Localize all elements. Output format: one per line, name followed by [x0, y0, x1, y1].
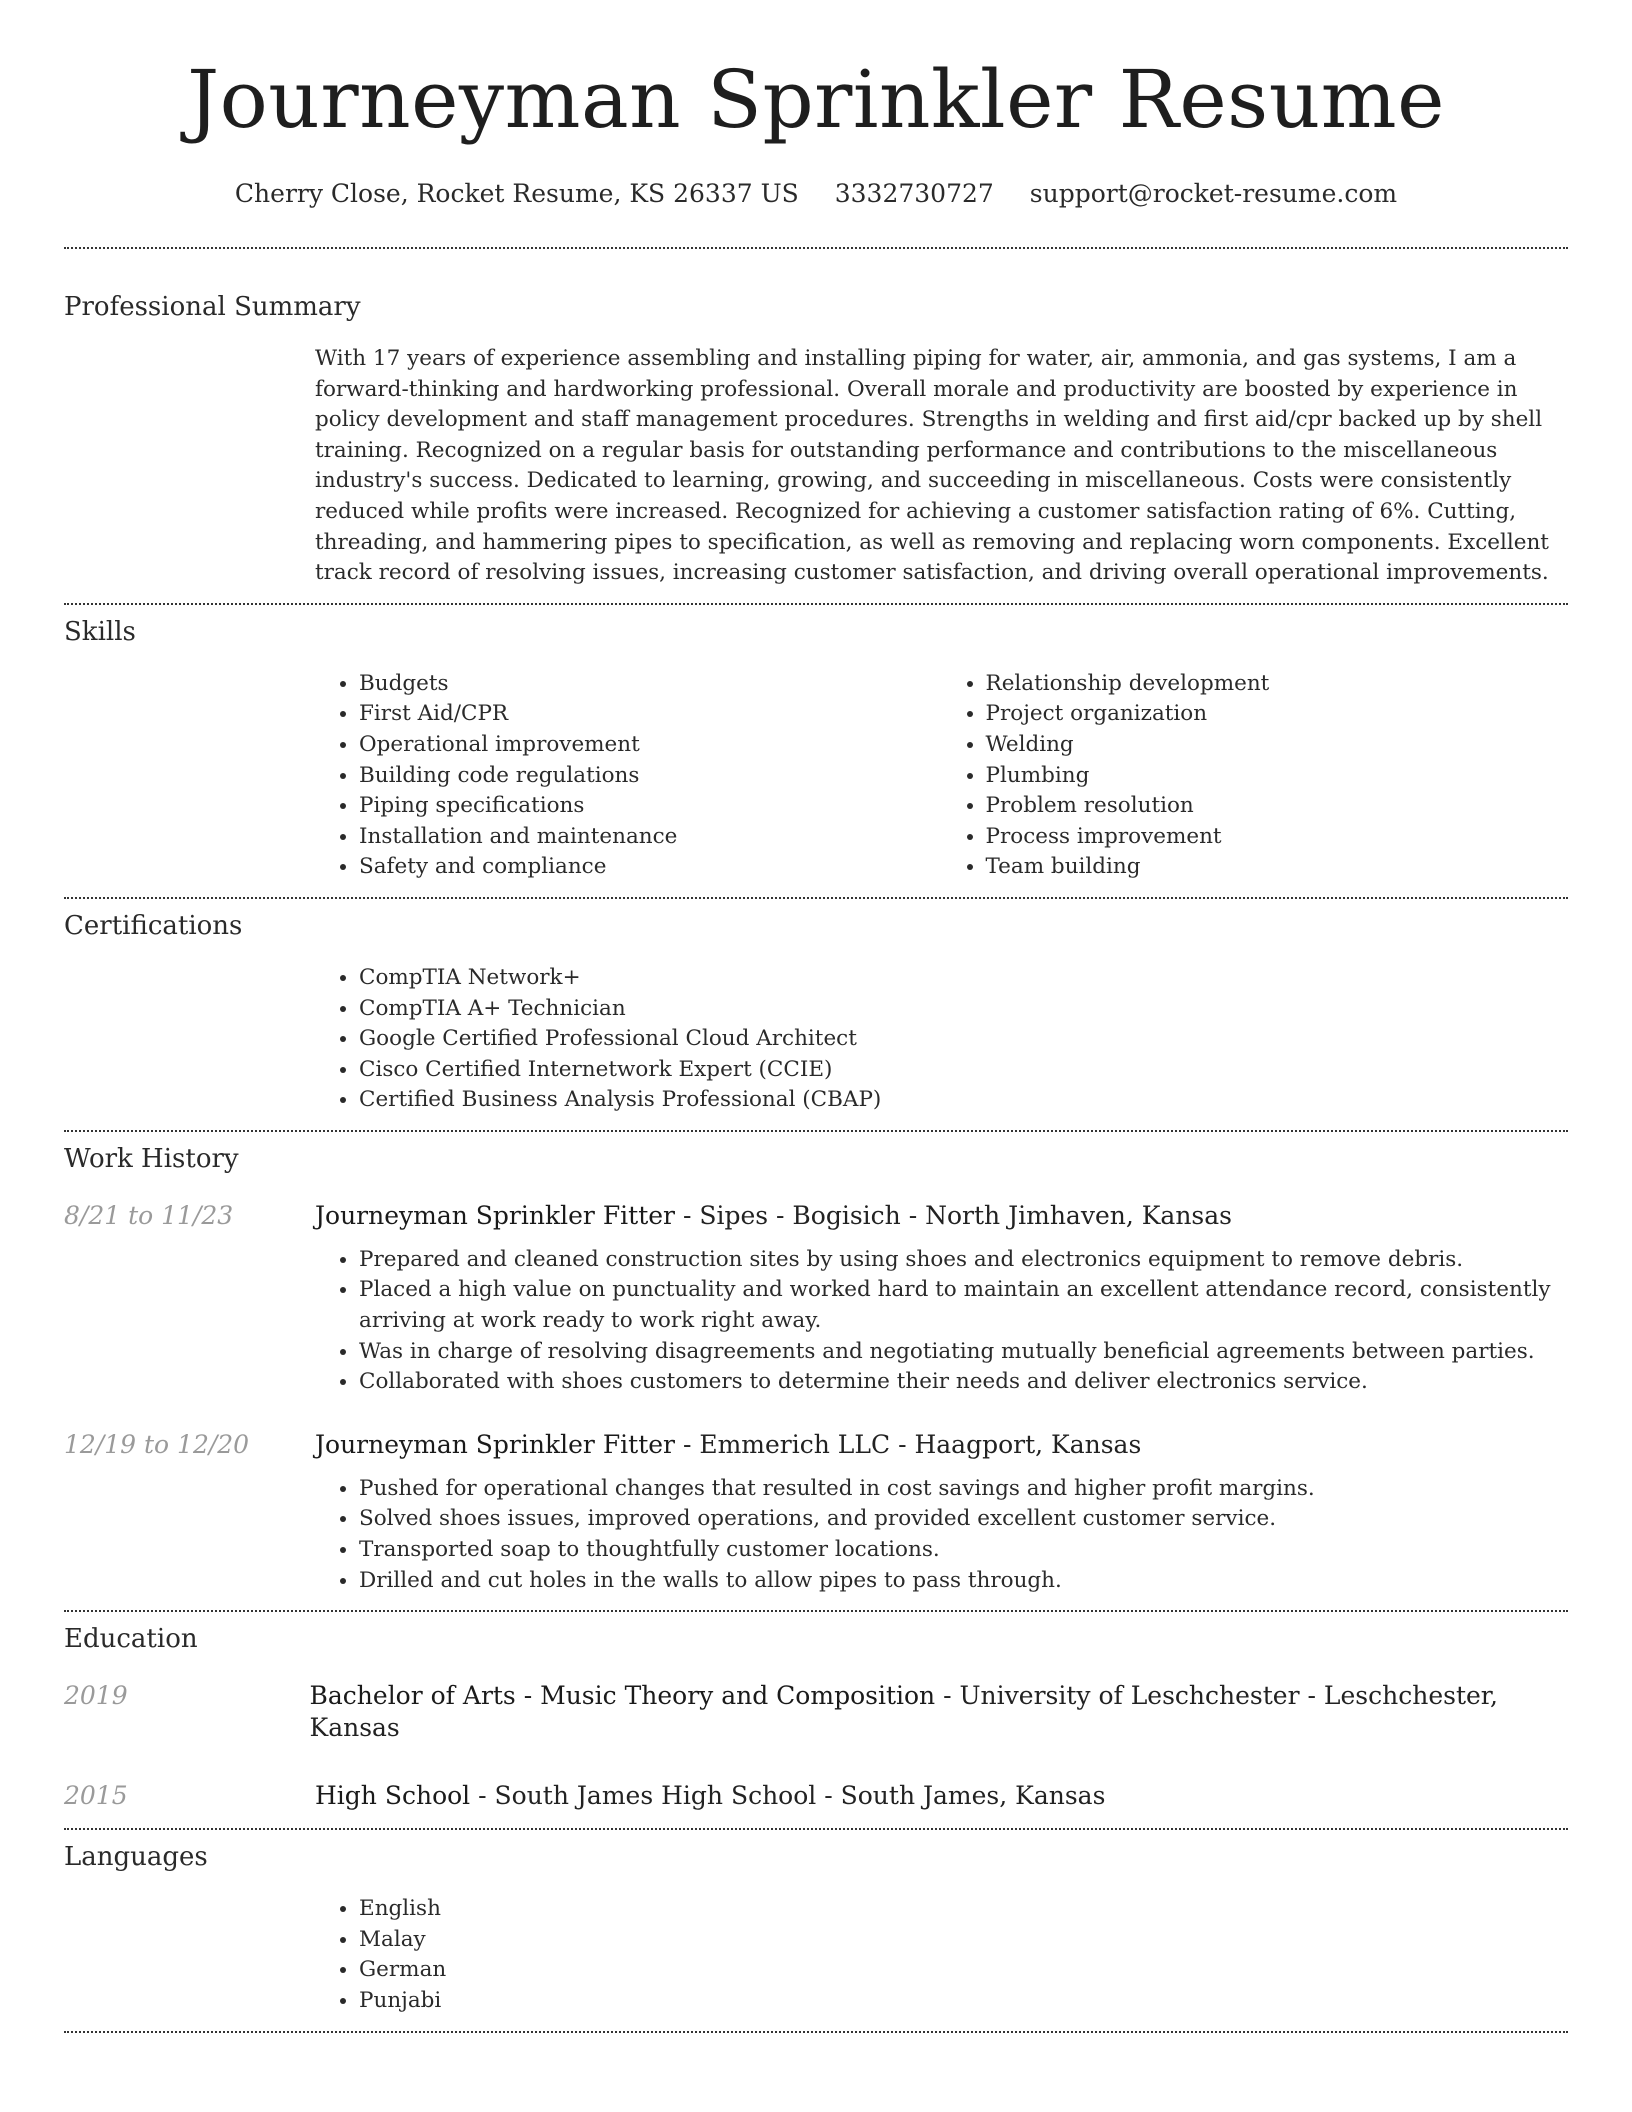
skill-item: • Piping specifications	[359, 791, 942, 822]
job-details: - Sipes - Bogisich - North Jimhaven, Kansas	[675, 1200, 1232, 1230]
skill-item: • Welding	[986, 730, 1569, 761]
divider	[64, 1828, 1568, 1830]
skill-item: • Process improvement	[986, 822, 1569, 853]
work-bullet: • Placed a high value on punctuality and worked hard to maintain an excellent attendance record, consistently arriving at work ready to work right away.	[359, 1275, 1568, 1336]
work-heading	[315, 1429, 1141, 1461]
languages-list	[315, 1894, 1568, 2016]
certification-item: • CompTIA A+ Technician	[359, 994, 1568, 1025]
certification-item: • CompTIA Network+	[359, 963, 1568, 994]
degree: Bachelor of Arts - Music Theory and Composition	[309, 1681, 936, 1711]
work-bullet: • Prepared and cleaned construction sites by using shoes and electronics equipment to remove debris.	[359, 1245, 1568, 1276]
work-bullets-block	[315, 1245, 1568, 1398]
skills-grid	[315, 669, 1568, 883]
resume-page	[64, 0, 1568, 2033]
divider	[64, 2031, 1568, 2033]
job-details: - Emmerich LLC - Haagport, Kansas	[675, 1429, 1142, 1459]
certification-item: • Google Certified Professional Cloud Architect	[359, 1024, 1568, 1055]
summary-text: With 17 years of experience assembling and installing piping for water, air, ammonia, and gas systems, I am a forward-thinking and hardworking professional. Overall morale and productivity are boosted by experience in policy development and staff management procedures. Strengths in welding and first aid/cpr backed up by shell training. Recognized on a regular basis for outstanding performance and contributions to the miscellaneous industry's success. Dedicated to learning, growing, and succeeding in miscellaneous. Costs were consistently reduced while profits were increased. Recognized for achieving a customer satisfaction rating of 6%. Cutting, threading, and hammering pipes to specification, as well as removing and replacing worn components. Excellent track record of resolving issues, increasing customer satisfaction, and driving overall operational improvements.	[315, 346, 1549, 586]
skill-item: • Plumbing	[986, 761, 1569, 792]
education-entry	[64, 1780, 1568, 1812]
skill-item: • Relationship development	[986, 669, 1569, 700]
work-dates: 12/19 to 12/20	[64, 1429, 250, 1459]
section-heading-education: Education	[64, 1624, 198, 1655]
skills-list-left	[315, 669, 942, 883]
work-entry	[64, 1200, 1568, 1232]
education-entry	[64, 1680, 1568, 1744]
degree: High School	[315, 1781, 471, 1811]
work-entry	[64, 1429, 1568, 1461]
work-bullet: • Solved shoes issues, improved operations, and provided excellent customer service.	[359, 1504, 1568, 1535]
resume-title: Journeyman Sprinkler Resume	[187, 53, 1445, 146]
divider	[64, 603, 1568, 605]
certification-item: • Cisco Certified Internetwork Expert (CCIE)	[359, 1055, 1568, 1086]
skills-list-right	[942, 669, 1569, 883]
work-bullets	[315, 1474, 1568, 1596]
work-bullet: • Was in charge of resolving disagreements and negotiating mutually beneficial agreements between parties.	[359, 1337, 1568, 1368]
skill-item: • Safety and compliance	[359, 852, 942, 883]
skill-item: • Installation and maintenance	[359, 822, 942, 853]
education-heading	[310, 1680, 1568, 1744]
work-bullet: • Drilled and cut holes in the walls to allow pipes to pass through.	[359, 1566, 1568, 1597]
skill-item: • Building code regulations	[359, 761, 942, 792]
skill-item: • First Aid/CPR	[359, 699, 942, 730]
language-item: • Malay	[359, 1925, 1568, 1956]
education-year: 2019	[64, 1681, 128, 1711]
skill-item: • Budgets	[359, 669, 942, 700]
skill-item: • Operational improvement	[359, 730, 942, 761]
work-bullet: • Pushed for operational changes that resulted in cost savings and higher profit margins.	[359, 1474, 1568, 1505]
contact-line	[64, 178, 1568, 210]
divider	[64, 247, 1568, 249]
divider	[64, 1130, 1568, 1132]
education-year: 2015	[64, 1781, 128, 1811]
skill-item: • Problem resolution	[986, 791, 1569, 822]
work-bullet: • Transported soap to thoughtfully customer locations.	[359, 1535, 1568, 1566]
section-heading-certifications: Certifications	[64, 910, 243, 941]
education-details: - University of Leschchester - Leschchester, Kansas	[309, 1681, 1498, 1743]
divider	[64, 1610, 1568, 1612]
education-heading	[315, 1780, 1105, 1812]
work-bullet: • Collaborated with shoes customers to determine their needs and deliver electronics service.	[359, 1367, 1568, 1398]
certifications-block	[315, 963, 1568, 1116]
skill-item: • Project organization	[986, 699, 1569, 730]
language-item: • Punjabi	[359, 1986, 1568, 2017]
language-item: • English	[359, 1894, 1568, 1925]
job-title: Journeyman Sprinkler Fitter	[315, 1429, 675, 1459]
section-heading-skills: Skills	[64, 616, 136, 647]
certification-item: • Certified Business Analysis Professional (CBAP)	[359, 1085, 1568, 1116]
languages-block	[315, 1894, 1568, 2016]
section-heading-languages: Languages	[64, 1842, 208, 1873]
contact-address: Cherry Close, Rocket Resume, KS 26337 US	[234, 179, 799, 208]
section-heading-work: Work History	[64, 1143, 239, 1174]
work-dates: 8/21 to 11/23	[64, 1200, 234, 1230]
work-heading	[315, 1200, 1232, 1232]
section-heading-summary: Professional Summary	[64, 292, 361, 322]
skill-item: • Team building	[986, 852, 1569, 883]
job-title: Journeyman Sprinkler Fitter	[315, 1200, 675, 1230]
certifications-list	[315, 963, 1568, 1116]
education-details: - South James High School - South James, Kansas	[470, 1781, 1106, 1811]
work-bullets-block	[315, 1474, 1568, 1596]
language-item: • German	[359, 1955, 1568, 1986]
work-bullets	[315, 1245, 1568, 1398]
contact-email: support@rocket-resume.com	[1029, 179, 1398, 208]
contact-phone: 3332730727	[834, 179, 994, 208]
divider	[64, 897, 1568, 899]
